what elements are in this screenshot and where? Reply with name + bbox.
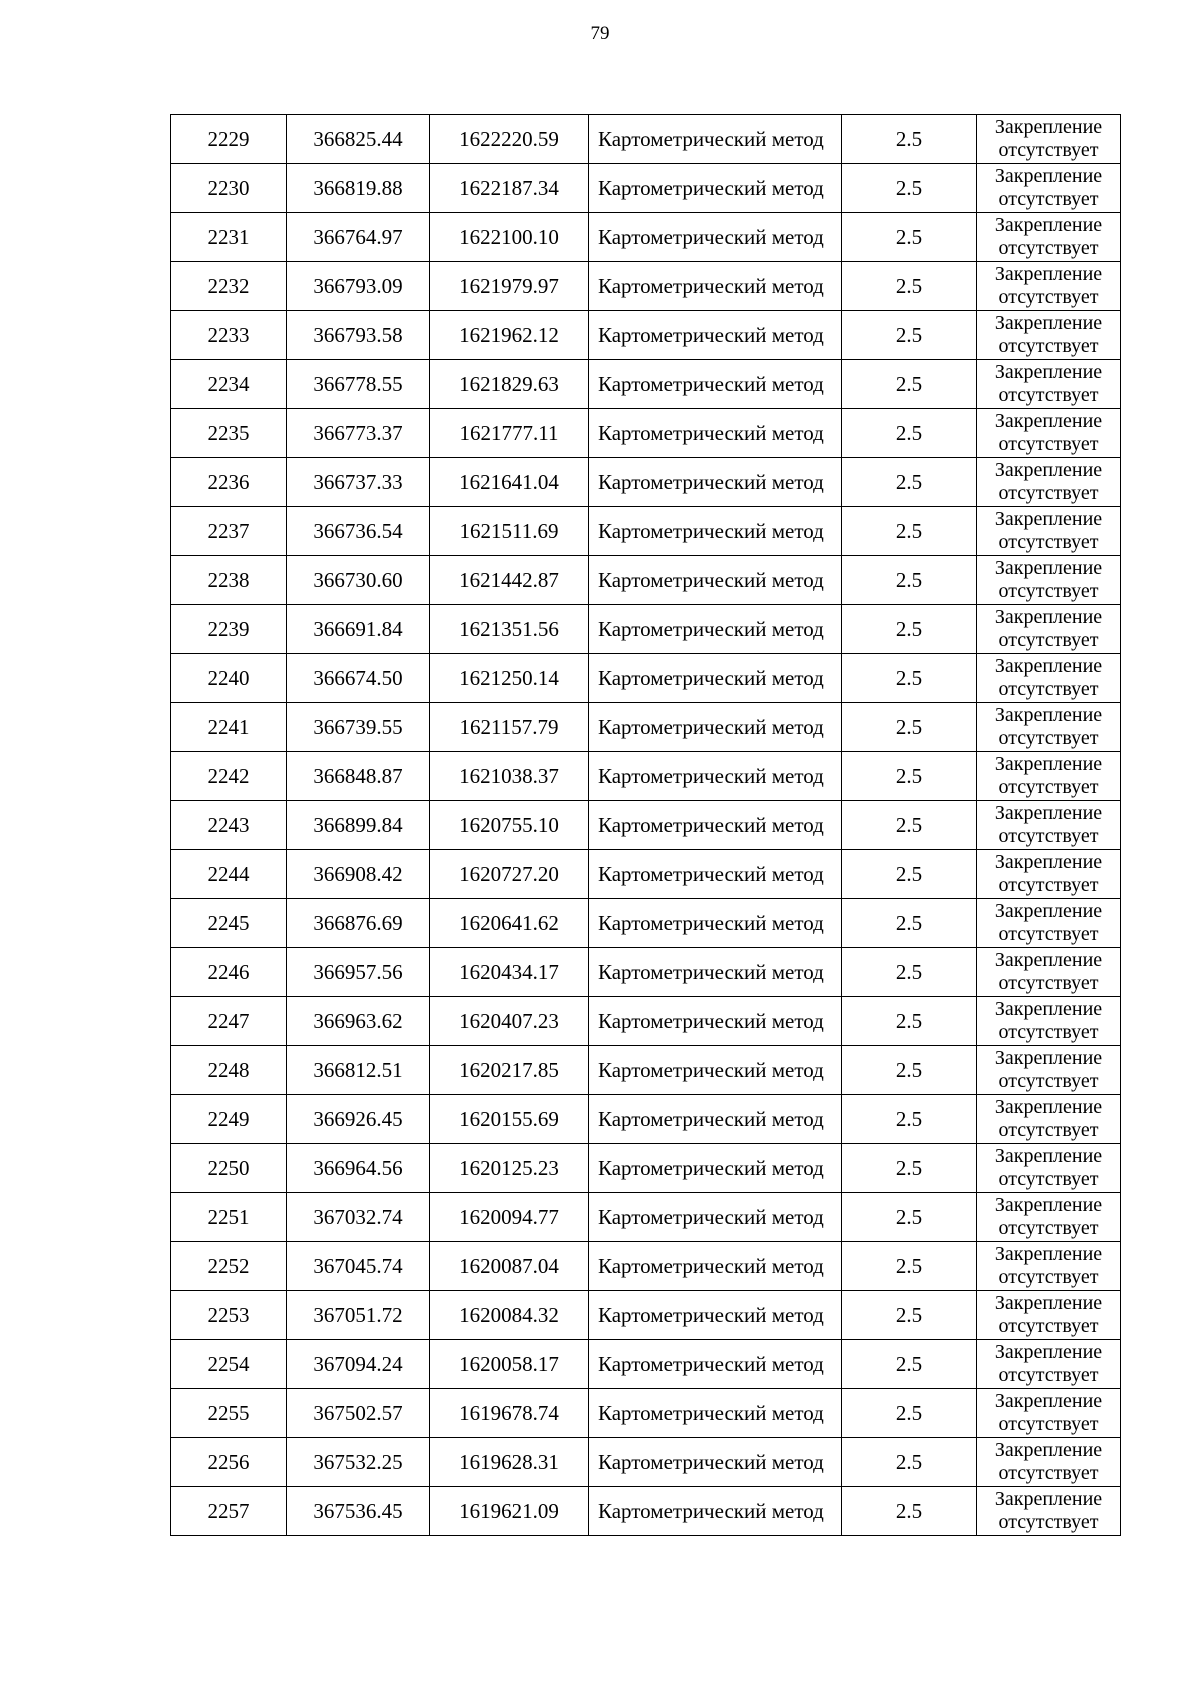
point-number-cell: 2242: [171, 752, 287, 801]
fixing-text: Закрепление: [994, 704, 1103, 726]
point-number-cell: 2245: [171, 899, 287, 948]
accuracy-cell: 2.5: [842, 801, 977, 850]
point-number-cell: 2256: [171, 1438, 287, 1487]
table-row: [171, 409, 1121, 458]
fixing-text: отсутствует: [998, 139, 1099, 161]
fixing-cell: [977, 1046, 1121, 1095]
y-coordinate-cell: 1621829.63: [430, 360, 589, 409]
fixing-text: Закрепление: [994, 1439, 1103, 1461]
accuracy-cell: 2.5: [842, 115, 977, 164]
accuracy-cell: 2.5: [842, 1242, 977, 1291]
y-coordinate-cell: 1620084.32: [430, 1291, 589, 1340]
accuracy-cell: 2.5: [842, 164, 977, 213]
table-row: [171, 1487, 1121, 1536]
fixing-text: отсутствует: [998, 1217, 1099, 1239]
y-coordinate-cell: 1620434.17: [430, 948, 589, 997]
accuracy-cell: 2.5: [842, 899, 977, 948]
point-number-cell: 2257: [171, 1487, 287, 1536]
fixing-text: отсутствует: [998, 335, 1099, 357]
point-number-cell: 2255: [171, 1389, 287, 1438]
x-coordinate-cell: 367051.72: [287, 1291, 430, 1340]
method-cell: Картометрический метод: [589, 311, 842, 360]
method-cell: Картометрический метод: [589, 801, 842, 850]
fixing-text: отсутствует: [998, 1462, 1099, 1484]
y-coordinate-cell: 1620094.77: [430, 1193, 589, 1242]
method-cell: Картометрический метод: [589, 262, 842, 311]
point-number-cell: 2251: [171, 1193, 287, 1242]
method-cell: Картометрический метод: [589, 458, 842, 507]
method-cell: Картометрический метод: [589, 1340, 842, 1389]
fixing-text: отсутствует: [998, 237, 1099, 259]
y-coordinate-cell: 1620641.62: [430, 899, 589, 948]
fixing-text: отсутствует: [998, 678, 1099, 700]
y-coordinate-cell: 1622187.34: [430, 164, 589, 213]
fixing-cell: [977, 1095, 1121, 1144]
accuracy-cell: 2.5: [842, 213, 977, 262]
fixing-cell: [977, 213, 1121, 262]
accuracy-cell: 2.5: [842, 654, 977, 703]
fixing-text: отсутствует: [998, 874, 1099, 896]
accuracy-cell: 2.5: [842, 1144, 977, 1193]
y-coordinate-cell: 1621962.12: [430, 311, 589, 360]
y-coordinate-cell: 1620058.17: [430, 1340, 589, 1389]
fixing-cell: [977, 1340, 1121, 1389]
fixing-cell: [977, 899, 1121, 948]
fixing-cell: [977, 801, 1121, 850]
fixing-cell: [977, 556, 1121, 605]
method-cell: Картометрический метод: [589, 164, 842, 213]
method-cell: Картометрический метод: [589, 1193, 842, 1242]
table-row: [171, 801, 1121, 850]
method-cell: Картометрический метод: [589, 850, 842, 899]
fixing-text: Закрепление: [994, 949, 1103, 971]
accuracy-cell: 2.5: [842, 1340, 977, 1389]
method-cell: Картометрический метод: [589, 1438, 842, 1487]
y-coordinate-cell: 1621641.04: [430, 458, 589, 507]
point-number-cell: 2238: [171, 556, 287, 605]
x-coordinate-cell: 366848.87: [287, 752, 430, 801]
table-row: [171, 899, 1121, 948]
point-number-cell: 2250: [171, 1144, 287, 1193]
fixing-cell: [977, 703, 1121, 752]
x-coordinate-cell: 366778.55: [287, 360, 430, 409]
fixing-text: Закрепление: [994, 998, 1103, 1020]
x-coordinate-cell: 366737.33: [287, 458, 430, 507]
fixing-text: отсутствует: [998, 1021, 1099, 1043]
accuracy-cell: 2.5: [842, 507, 977, 556]
fixing-text: Закрепление: [994, 655, 1103, 677]
y-coordinate-cell: 1620217.85: [430, 1046, 589, 1095]
fixing-text: отсутствует: [998, 1413, 1099, 1435]
fixing-text: отсутствует: [998, 1070, 1099, 1092]
fixing-text: Закрепление: [994, 1194, 1103, 1216]
x-coordinate-cell: 366773.37: [287, 409, 430, 458]
fixing-cell: [977, 311, 1121, 360]
table-row: [171, 1046, 1121, 1095]
fixing-text: Закрепление: [994, 1390, 1103, 1412]
x-coordinate-cell: 366812.51: [287, 1046, 430, 1095]
table-row: [171, 1242, 1121, 1291]
fixing-text: Закрепление: [994, 1096, 1103, 1118]
point-number-cell: 2247: [171, 997, 287, 1046]
point-number-cell: 2236: [171, 458, 287, 507]
fixing-text: отсутствует: [998, 433, 1099, 455]
fixing-text: Закрепление: [994, 410, 1103, 432]
point-number-cell: 2239: [171, 605, 287, 654]
fixing-text: Закрепление: [994, 116, 1103, 138]
y-coordinate-cell: 1620727.20: [430, 850, 589, 899]
method-cell: Картометрический метод: [589, 703, 842, 752]
x-coordinate-cell: 366691.84: [287, 605, 430, 654]
accuracy-cell: 2.5: [842, 1291, 977, 1340]
x-coordinate-cell: 367032.74: [287, 1193, 430, 1242]
method-cell: Картометрический метод: [589, 360, 842, 409]
fixing-text: отсутствует: [998, 727, 1099, 749]
fixing-cell: [977, 948, 1121, 997]
coordinates-table: [170, 114, 1121, 1536]
accuracy-cell: 2.5: [842, 703, 977, 752]
coordinates-table-body: [171, 115, 1121, 1536]
x-coordinate-cell: 366964.56: [287, 1144, 430, 1193]
y-coordinate-cell: 1621979.97: [430, 262, 589, 311]
point-number-cell: 2249: [171, 1095, 287, 1144]
fixing-text: Закрепление: [994, 1292, 1103, 1314]
point-number-cell: 2232: [171, 262, 287, 311]
y-coordinate-cell: 1622100.10: [430, 213, 589, 262]
fixing-text: Закрепление: [994, 1341, 1103, 1363]
accuracy-cell: 2.5: [842, 556, 977, 605]
fixing-text: отсутствует: [998, 923, 1099, 945]
accuracy-cell: 2.5: [842, 850, 977, 899]
y-coordinate-cell: 1619678.74: [430, 1389, 589, 1438]
accuracy-cell: 2.5: [842, 1193, 977, 1242]
method-cell: Картометрический метод: [589, 1291, 842, 1340]
point-number-cell: 2230: [171, 164, 287, 213]
y-coordinate-cell: 1619628.31: [430, 1438, 589, 1487]
fixing-text: Закрепление: [994, 508, 1103, 530]
x-coordinate-cell: 366908.42: [287, 850, 430, 899]
x-coordinate-cell: 367502.57: [287, 1389, 430, 1438]
method-cell: Картометрический метод: [589, 1389, 842, 1438]
x-coordinate-cell: 367532.25: [287, 1438, 430, 1487]
fixing-text: отсутствует: [998, 1168, 1099, 1190]
fixing-text: отсутствует: [998, 1364, 1099, 1386]
fixing-cell: [977, 1438, 1121, 1487]
fixing-text: Закрепление: [994, 900, 1103, 922]
point-number-cell: 2235: [171, 409, 287, 458]
fixing-cell: [977, 1389, 1121, 1438]
y-coordinate-cell: 1621038.37: [430, 752, 589, 801]
method-cell: Картометрический метод: [589, 654, 842, 703]
fixing-text: Закрепление: [994, 802, 1103, 824]
table-row: [171, 605, 1121, 654]
fixing-cell: [977, 164, 1121, 213]
fixing-text: Закрепление: [994, 459, 1103, 481]
fixing-text: отсутствует: [998, 1119, 1099, 1141]
fixing-cell: [977, 654, 1121, 703]
x-coordinate-cell: 366674.50: [287, 654, 430, 703]
y-coordinate-cell: 1621351.56: [430, 605, 589, 654]
point-number-cell: 2244: [171, 850, 287, 899]
y-coordinate-cell: 1620755.10: [430, 801, 589, 850]
y-coordinate-cell: 1620155.69: [430, 1095, 589, 1144]
y-coordinate-cell: 1620125.23: [430, 1144, 589, 1193]
method-cell: Картометрический метод: [589, 507, 842, 556]
x-coordinate-cell: 367536.45: [287, 1487, 430, 1536]
accuracy-cell: 2.5: [842, 1389, 977, 1438]
x-coordinate-cell: 366793.09: [287, 262, 430, 311]
point-number-cell: 2231: [171, 213, 287, 262]
fixing-text: отсутствует: [998, 1266, 1099, 1288]
table-row: [171, 752, 1121, 801]
x-coordinate-cell: 366819.88: [287, 164, 430, 213]
method-cell: Картометрический метод: [589, 1144, 842, 1193]
table-row: [171, 1144, 1121, 1193]
fixing-cell: [977, 262, 1121, 311]
method-cell: Картометрический метод: [589, 213, 842, 262]
fixing-text: Закрепление: [994, 263, 1103, 285]
table-row: [171, 213, 1121, 262]
accuracy-cell: 2.5: [842, 1438, 977, 1487]
table-row: [171, 262, 1121, 311]
y-coordinate-cell: 1621777.11: [430, 409, 589, 458]
fixing-cell: [977, 1242, 1121, 1291]
method-cell: Картометрический метод: [589, 556, 842, 605]
x-coordinate-cell: 366736.54: [287, 507, 430, 556]
fixing-text: отсутствует: [998, 580, 1099, 602]
x-coordinate-cell: 367094.24: [287, 1340, 430, 1389]
y-coordinate-cell: 1622220.59: [430, 115, 589, 164]
fixing-text: отсутствует: [998, 482, 1099, 504]
accuracy-cell: 2.5: [842, 752, 977, 801]
accuracy-cell: 2.5: [842, 1095, 977, 1144]
fixing-text: Закрепление: [994, 1145, 1103, 1167]
point-number-cell: 2237: [171, 507, 287, 556]
point-number-cell: 2243: [171, 801, 287, 850]
point-number-cell: 2229: [171, 115, 287, 164]
fixing-cell: [977, 409, 1121, 458]
fixing-text: отсутствует: [998, 629, 1099, 651]
fixing-cell: [977, 1144, 1121, 1193]
fixing-text: Закрепление: [994, 557, 1103, 579]
point-number-cell: 2246: [171, 948, 287, 997]
fixing-text: отсутствует: [998, 825, 1099, 847]
fixing-text: Закрепление: [994, 165, 1103, 187]
fixing-cell: [977, 605, 1121, 654]
accuracy-cell: 2.5: [842, 948, 977, 997]
fixing-cell: [977, 752, 1121, 801]
fixing-text: Закрепление: [994, 606, 1103, 628]
method-cell: Картометрический метод: [589, 115, 842, 164]
fixing-text: отсутствует: [998, 776, 1099, 798]
fixing-text: Закрепление: [994, 753, 1103, 775]
fixing-text: отсутствует: [998, 972, 1099, 994]
fixing-cell: [977, 997, 1121, 1046]
accuracy-cell: 2.5: [842, 458, 977, 507]
point-number-cell: 2253: [171, 1291, 287, 1340]
fixing-text: Закрепление: [994, 851, 1103, 873]
y-coordinate-cell: 1621442.87: [430, 556, 589, 605]
table-row: [171, 1291, 1121, 1340]
fixing-cell: [977, 1291, 1121, 1340]
table-row: [171, 703, 1121, 752]
y-coordinate-cell: 1620087.04: [430, 1242, 589, 1291]
y-coordinate-cell: 1621511.69: [430, 507, 589, 556]
x-coordinate-cell: 366926.45: [287, 1095, 430, 1144]
method-cell: Картометрический метод: [589, 1487, 842, 1536]
table-row: [171, 1340, 1121, 1389]
y-coordinate-cell: 1620407.23: [430, 997, 589, 1046]
method-cell: Картометрический метод: [589, 752, 842, 801]
method-cell: Картометрический метод: [589, 899, 842, 948]
accuracy-cell: 2.5: [842, 605, 977, 654]
method-cell: Картометрический метод: [589, 1046, 842, 1095]
method-cell: Картометрический метод: [589, 1095, 842, 1144]
accuracy-cell: 2.5: [842, 1046, 977, 1095]
fixing-text: Закрепление: [994, 1243, 1103, 1265]
fixing-cell: [977, 1193, 1121, 1242]
fixing-text: отсутствует: [998, 188, 1099, 210]
table-row: [171, 115, 1121, 164]
table-row: [171, 1438, 1121, 1487]
accuracy-cell: 2.5: [842, 360, 977, 409]
table-row: [171, 164, 1121, 213]
fixing-cell: [977, 1487, 1121, 1536]
table-row: [171, 360, 1121, 409]
fixing-cell: [977, 360, 1121, 409]
table-row: [171, 654, 1121, 703]
x-coordinate-cell: 366825.44: [287, 115, 430, 164]
fixing-text: отсутствует: [998, 286, 1099, 308]
page-number: 79: [590, 23, 610, 44]
fixing-text: Закрепление: [994, 312, 1103, 334]
point-number-cell: 2233: [171, 311, 287, 360]
x-coordinate-cell: 366963.62: [287, 997, 430, 1046]
table-row: [171, 507, 1121, 556]
table-row: [171, 850, 1121, 899]
method-cell: Картометрический метод: [589, 1242, 842, 1291]
fixing-text: Закрепление: [994, 214, 1103, 236]
fixing-cell: [977, 458, 1121, 507]
fixing-text: отсутствует: [998, 531, 1099, 553]
table-row: [171, 1095, 1121, 1144]
fixing-text: отсутствует: [998, 1315, 1099, 1337]
fixing-text: Закрепление: [994, 1047, 1103, 1069]
fixing-cell: [977, 507, 1121, 556]
fixing-text: отсутствует: [998, 384, 1099, 406]
accuracy-cell: 2.5: [842, 1487, 977, 1536]
accuracy-cell: 2.5: [842, 409, 977, 458]
accuracy-cell: 2.5: [842, 997, 977, 1046]
point-number-cell: 2234: [171, 360, 287, 409]
point-number-cell: 2252: [171, 1242, 287, 1291]
table-row: [171, 1389, 1121, 1438]
x-coordinate-cell: 366899.84: [287, 801, 430, 850]
fixing-cell: [977, 115, 1121, 164]
point-number-cell: 2254: [171, 1340, 287, 1389]
y-coordinate-cell: 1619621.09: [430, 1487, 589, 1536]
fixing-text: Закрепление: [994, 1488, 1103, 1510]
table-row: [171, 948, 1121, 997]
x-coordinate-cell: 366793.58: [287, 311, 430, 360]
method-cell: Картометрический метод: [589, 997, 842, 1046]
table-row: [171, 1193, 1121, 1242]
fixing-text: отсутствует: [998, 1511, 1099, 1533]
x-coordinate-cell: 366739.55: [287, 703, 430, 752]
x-coordinate-cell: 366730.60: [287, 556, 430, 605]
x-coordinate-cell: 366876.69: [287, 899, 430, 948]
method-cell: Картометрический метод: [589, 948, 842, 997]
table-row: [171, 311, 1121, 360]
accuracy-cell: 2.5: [842, 262, 977, 311]
accuracy-cell: 2.5: [842, 311, 977, 360]
point-number-cell: 2248: [171, 1046, 287, 1095]
method-cell: Картометрический метод: [589, 409, 842, 458]
fixing-text: Закрепление: [994, 361, 1103, 383]
y-coordinate-cell: 1621157.79: [430, 703, 589, 752]
y-coordinate-cell: 1621250.14: [430, 654, 589, 703]
x-coordinate-cell: 366957.56: [287, 948, 430, 997]
method-cell: Картометрический метод: [589, 605, 842, 654]
fixing-cell: [977, 850, 1121, 899]
table-row: [171, 997, 1121, 1046]
point-number-cell: 2241: [171, 703, 287, 752]
x-coordinate-cell: 366764.97: [287, 213, 430, 262]
x-coordinate-cell: 367045.74: [287, 1242, 430, 1291]
table-row: [171, 556, 1121, 605]
table-row: [171, 458, 1121, 507]
point-number-cell: 2240: [171, 654, 287, 703]
